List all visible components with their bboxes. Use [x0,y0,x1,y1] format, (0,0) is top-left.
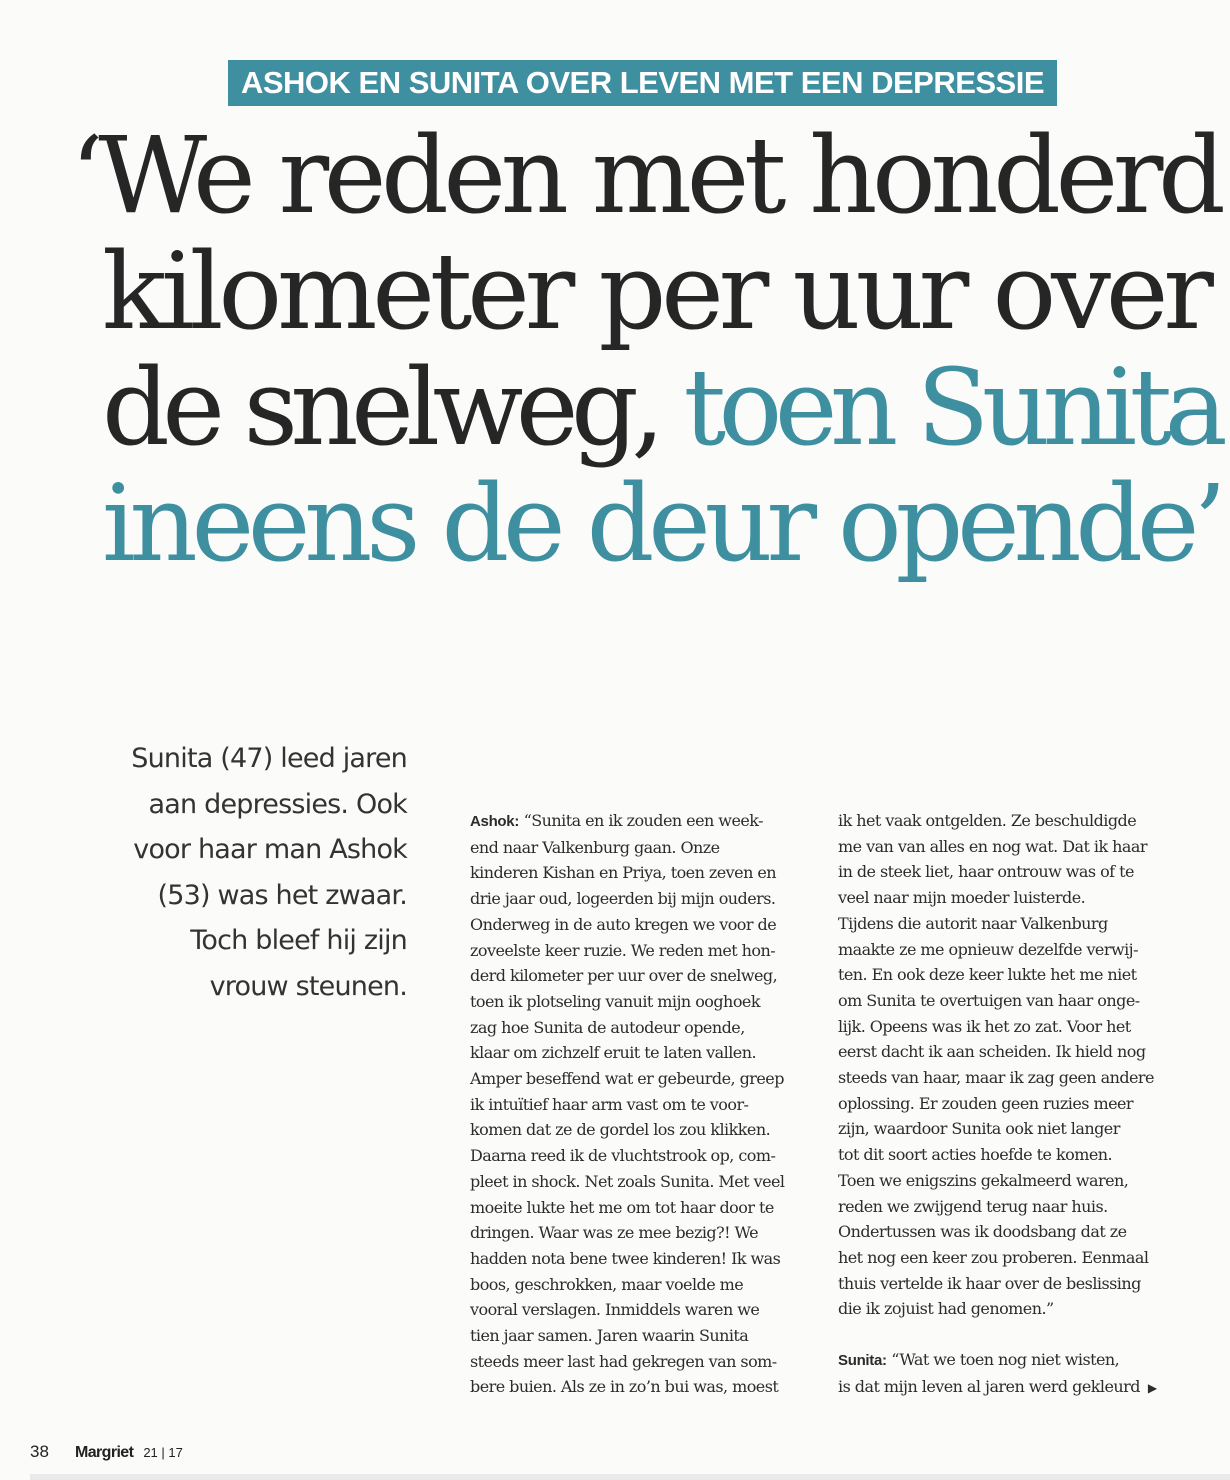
speaker-label-sunita: Sunita: [838,1352,887,1370]
paragraph-gap [838,1322,1188,1347]
column-2-lines [838,808,1188,1322]
issue-number: 21 | 17 [143,1445,183,1460]
kicker-banner: ASHOK EN SUNITA OVER LEVEN MET EEN DEPRESSIE [228,60,1057,106]
body-line: ik intuïtief haar arm vast om te voor- [470,1094,749,1114]
body-line: me van van alles en nog wat. Dat ik haar [838,836,1147,856]
body-line: eerst dacht ik aan scheiden. Ik hield nog [838,1042,1146,1062]
headline-line-3-dark: de snelweg, [102,346,684,469]
speaker-label-ashok: Ashok: [470,813,520,830]
body-line: tot dit soort acties hoefde te komen. [838,1145,1113,1165]
magazine-name: Margriet [75,1444,134,1461]
body-line: die ik zojuist had genomen.” [838,1299,1054,1319]
body-line-text: is dat mijn leven al jaren werd gekleurd [838,1376,1140,1396]
intro-line: Sunita (47) leed jaren [131,743,407,774]
body-line: derd kilometer per uur over de snelweg, [470,966,778,986]
body-line: drie jaar oud, logeerden bij mijn ouders. [470,889,776,909]
body-line: komen dat ze de gordel los zou klikken. [470,1120,771,1140]
headline-line-4: ineens de deur opende’ [102,462,1221,585]
body-line: zoveelste keer ruzie. We reden met hon- [470,940,776,960]
body-column-2 [838,808,1188,1401]
body-line-text: “Sunita en ik zouden een week- [519,811,764,830]
intro-line: aan depressies. Ook [148,788,407,820]
body-line: in de steek liet, haar ontrouw was of te [838,862,1134,882]
body-line: Tijdens die autorit naar Valkenburg [838,913,1108,933]
body-line: veel naar mijn moeder luisterde. [838,888,1086,908]
body-line: steeds van haar, maar ik zag geen andere [838,1068,1154,1088]
intro-line: vrouw steunen. [209,970,407,1002]
column-1-lines [470,835,820,1400]
body-line: Onderweg in de auto kregen we voor de [470,914,777,934]
body-line: vooral verslagen. Inmiddels waren we [470,1300,760,1320]
body-line: oplossing. Er zouden geen ruzies meer [838,1093,1134,1113]
body-line: het nog een keer zou proberen. Eenmaal [838,1247,1149,1267]
body-line: zag hoe Sunita de autodeur opende, [470,1017,745,1037]
page-number: 38 [30,1442,49,1461]
body-line: bere buien. Als ze in zo’n bui was, moest [470,1377,779,1397]
body-line: Toen we enigszins gekalmeerd waren, [838,1170,1129,1190]
body-line: zijn, waardoor Sunita ook niet langer [838,1119,1120,1139]
body-line: kinderen Kishan en Priya, toen zeven en [470,863,777,883]
intro-line: voor haar man Ashok [133,834,407,865]
body-line: thuis vertelde ik haar over de beslissing [838,1273,1141,1293]
bottom-rule [30,1474,1230,1480]
body-line: Ondertussen was ik doodsbang dat ze [838,1222,1127,1242]
body-line: toen ik plotseling vanuit mijn ooghoek [470,991,760,1011]
intro-line: (53) was het zwaar. [157,879,407,911]
headline-line-3-teal: toen Sunita [683,346,1221,469]
body-column-1 [470,808,820,1400]
body-line: reden we zwijgend terug naar huis. [838,1196,1108,1216]
body-line: dringen. Waar was ze mee bezig?! We [470,1223,759,1243]
page-footer [30,1442,183,1462]
body-line: klaar om zichzelf eruit te laten vallen. [470,1043,757,1063]
intro-line: Toch bleef hij zijn [190,925,407,956]
body-line: maakte ze me opnieuw dezelfde verwij- [838,939,1138,959]
body-line: ik het vaak ontgelden. Ze beschuldigde [838,811,1137,830]
headline-line-3 [60,346,1225,469]
body-line: pleet in shock. Net zoals Sunita. Met veel [470,1171,785,1191]
body-line-text: “Wat we toen nog niet wisten, [886,1350,1120,1370]
body-line: ten. En ook deze keer lukte het me niet [838,965,1137,985]
body-line: tien jaar samen. Jaren waarin Sunita [470,1326,749,1346]
body-line [470,808,820,835]
body-line: end naar Valkenburg gaan. Onze [470,837,720,857]
body-line [838,1374,1188,1402]
intro-text [100,736,407,1009]
body-line: moeite lukte het me om tot haar door te [470,1197,774,1217]
headline-line-2: kilometer per uur over [102,230,1209,353]
body-line: lijk. Opeens was ik het zo zat. Voor het [838,1016,1131,1036]
body-line [838,1347,1188,1374]
body-line: hadden nota bene twee kinderen! Ik was [470,1248,781,1268]
continue-arrow-icon: ▶ [1147,1380,1157,1395]
body-line: boos, geschrokken, maar voelde me [470,1274,744,1294]
headline-line-1: ‘We reden met honderd [70,114,1221,237]
body-line: Amper beseffend wat er gebeurde, greep [470,1069,784,1089]
body-line: steeds meer last had gekregen van som- [470,1351,777,1371]
body-line: Daarna reed ik de vluchtstrook op, com- [470,1146,776,1166]
headline [60,114,1225,585]
body-line: om Sunita te overtuigen van haar onge- [838,990,1140,1010]
